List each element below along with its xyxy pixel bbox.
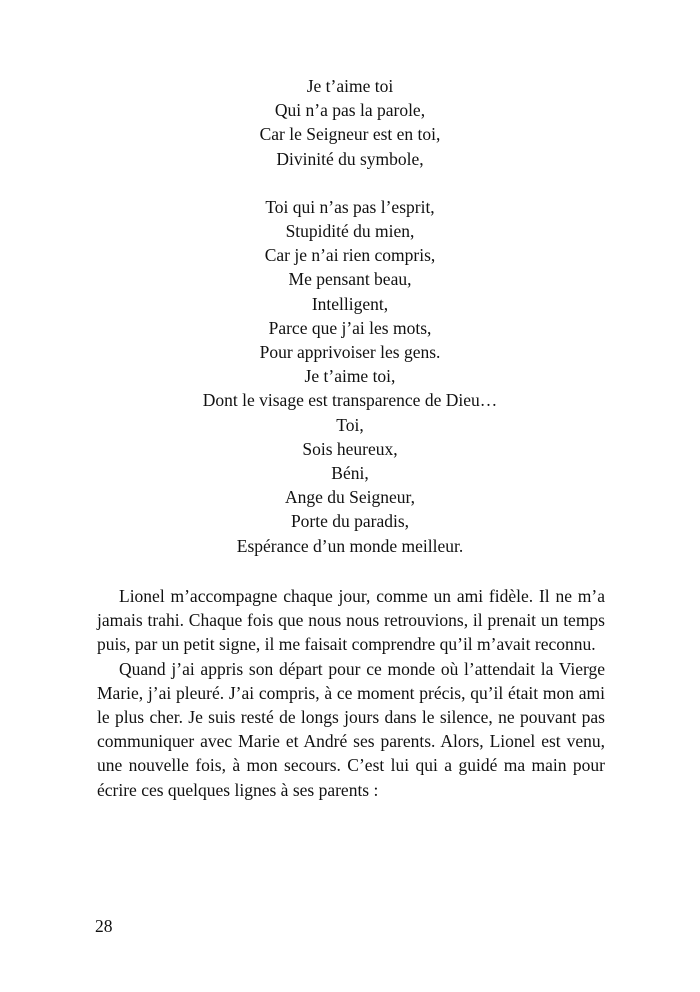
poem-line: Béni, (331, 463, 369, 484)
paragraph: Lionel m’accompagne chaque jour, comme un ami fidèle. Il ne m’a jamais trahi. Chaque fois que nous nous retrouvions, il prenait un temps puis, par un petit signe, il me faisait comprendre qu’il m’avait reconnu. (97, 586, 605, 655)
poem-line: Je t’aime toi (306, 76, 394, 96)
poem-stanza-2 (0, 195, 700, 558)
poem-line: Stupidité du mien, (285, 221, 415, 242)
poem-line: Toi qui n’as pas l’esprit, (265, 196, 435, 217)
paragraph: Quand j’ai appris son départ pour ce monde où l’attendait la Vierge Marie, j’ai pleuré. J’ai compris, à ce moment précis, qu’il était mon ami le plus cher. Je suis resté de longs jours dans le silence, ne pouvant pas communiquer avec Marie et André ses parents. Alors, Lionel est venu, une nouvelle fois, à mon secours. C’est lui qui a guidé ma main pour écrire ces quelques lignes à ses parents : (97, 658, 605, 800)
poem-line: Intelligent, (311, 293, 389, 314)
page-number: 28 (95, 916, 113, 936)
poem-line: Espérance d’un monde meilleur. (236, 535, 464, 556)
poem-stanza-1 (0, 74, 700, 171)
poem-line: Je t’aime toi, (304, 366, 396, 387)
poem-line: Porte du paradis, (290, 511, 410, 532)
poem-line: Me pensant beau, (288, 269, 412, 290)
poem-line: Toi, (336, 414, 364, 435)
poem-line: Ange du Seigneur, (284, 487, 416, 508)
poem-line: Parce que j’ai les mots, (268, 317, 432, 338)
poem-line: Qui n’a pas la parole, (274, 100, 426, 121)
poem-line: Car je n’ai rien compris, (264, 245, 436, 266)
prose-body (97, 584, 605, 802)
poem-line: Car le Seigneur est en toi, (259, 124, 441, 145)
poem-line: Divinité du symbole, (276, 148, 424, 169)
poem-line: Dont le visage est transparence de Dieu… (202, 390, 498, 411)
poem-line: Sois heureux, (302, 438, 398, 459)
poem-line: Pour apprivoiser les gens. (259, 342, 441, 363)
poem (0, 74, 700, 558)
